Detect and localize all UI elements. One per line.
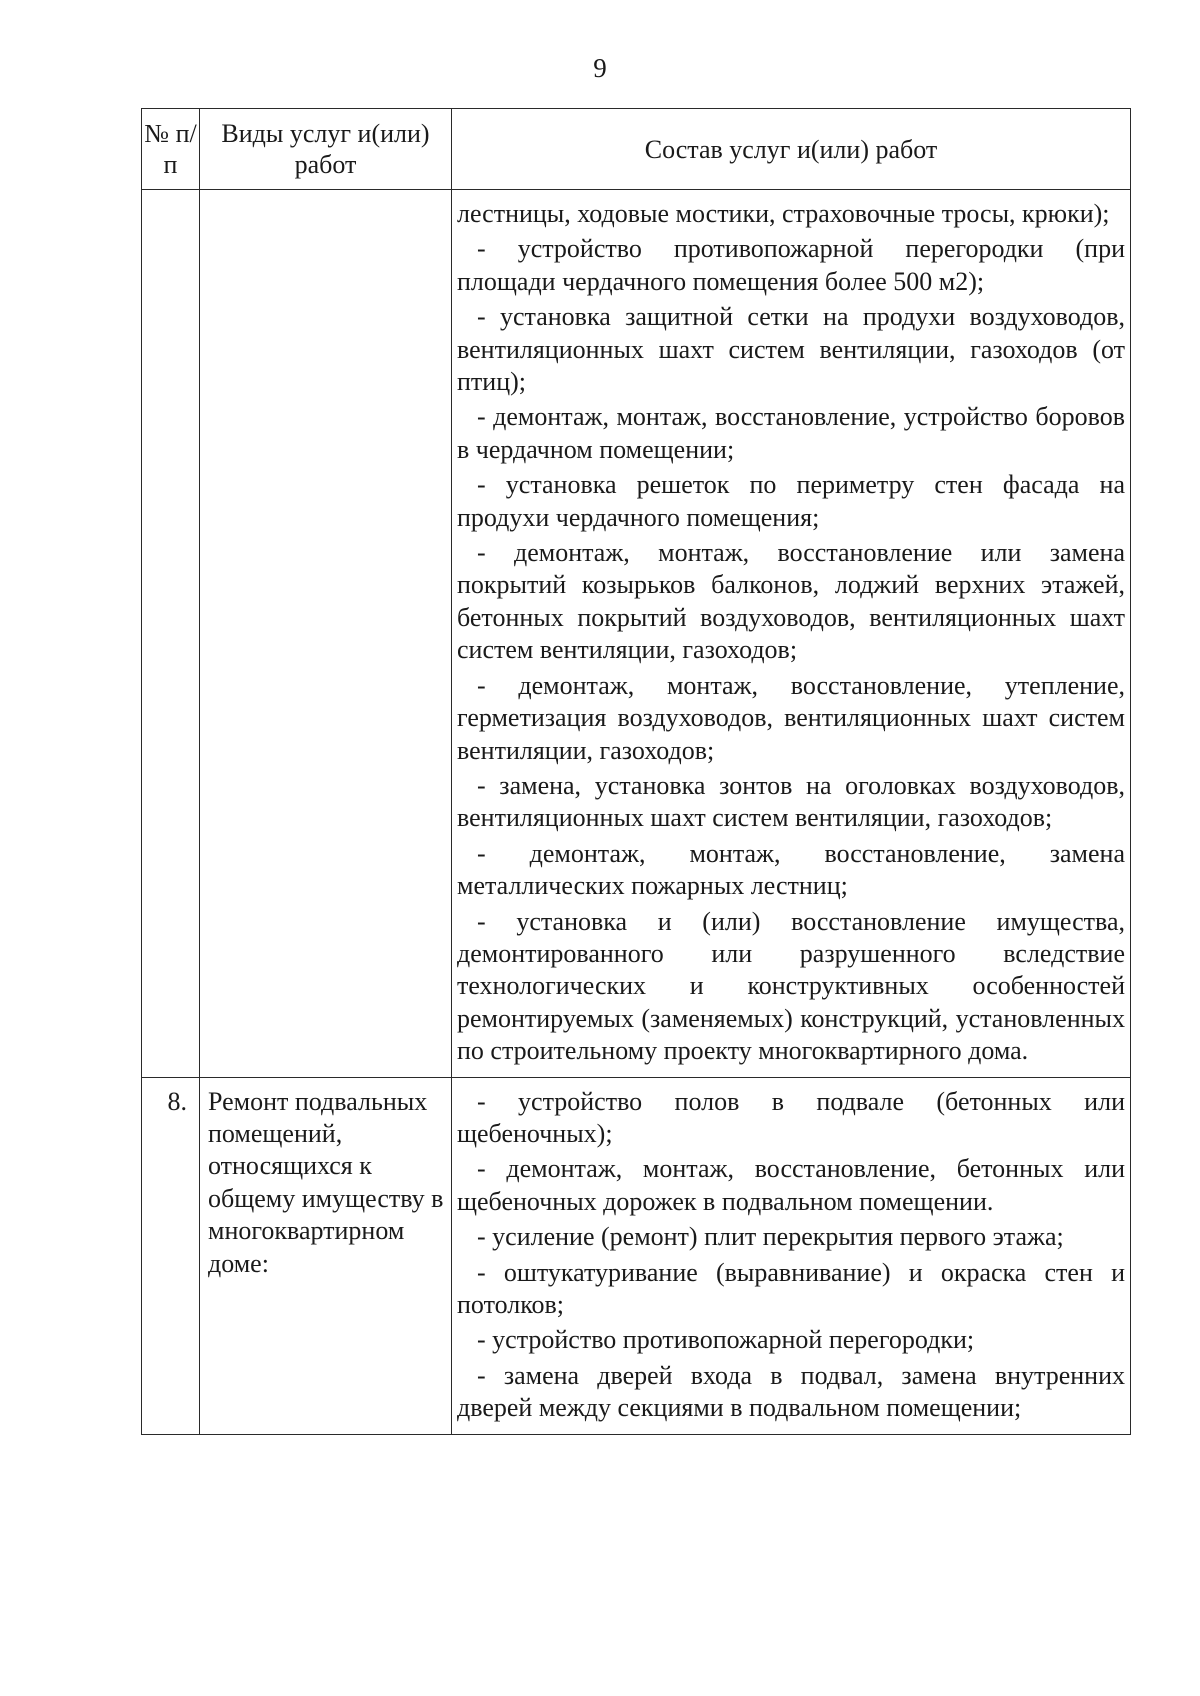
service-composition <box>452 190 1131 1078</box>
list-item: - устройство противопожарной перегородки (при площади чердачного помещения более 500 м2); <box>457 234 1125 296</box>
table-row <box>142 1077 1131 1434</box>
table-row <box>142 190 1131 1078</box>
table-header-row <box>142 109 1131 190</box>
row-number <box>142 190 200 1078</box>
list-item: - оштукатуривание (выравнивание) и окраска стен и потолков; <box>457 1257 1125 1319</box>
header-number: № п/п <box>142 109 200 190</box>
list-item: - устройство противопожарной перегородки; <box>477 1325 975 1355</box>
page-number: 9 <box>593 53 607 83</box>
list-item: - устройство полов в подвале (бетонных или щебеночных); <box>457 1086 1125 1148</box>
list-item: - демонтаж, монтаж, восстановление, замена металлических пожарных лестниц; <box>457 838 1125 901</box>
list-item: - замена дверей входа в подвал, замена внутренних дверей между секциями в подвальном помещении; <box>457 1360 1125 1423</box>
header-service-kind: Виды услуг и(или) работ <box>200 109 452 190</box>
service-kind: Ремонт подвальных помещений, относящихся к общему имуществу в многоквартирном доме: <box>200 1077 452 1434</box>
list-item: лестницы, ходовые мостики, страховочные тросы, крюки); <box>457 199 1110 228</box>
list-item: - замена, установка зонтов на оголовках воздуховодов, вентиляционных шахт систем вентиляции, газоходов; <box>457 770 1125 833</box>
list-item: - установка решеток по периметру стен фасада на продухи чердачного помещения; <box>457 470 1125 532</box>
list-item: - установка защитной сетки на продухи воздуховодов, вентиляционных шахт систем вентиляции, газоходов (от птиц); <box>457 302 1125 397</box>
service-composition <box>452 1077 1131 1434</box>
header-service-composition: Состав услуг и(или) работ <box>452 109 1131 190</box>
list-item: - демонтаж, монтаж, восстановление, утепление, герметизация воздуховодов, вентиляционных шахт систем вентиляции, газоходов; <box>457 670 1125 765</box>
row-number: 8. <box>142 1077 200 1434</box>
service-kind <box>200 190 452 1078</box>
list-item: - демонтаж, монтаж, восстановление, бетонных или щебеночных дорожек в подвальном помещении. <box>457 1154 1125 1216</box>
list-item: - демонтаж, монтаж, восстановление, устройство боровов в чердачном помещении; <box>457 402 1125 464</box>
list-item: - усиление (ремонт) плит перекрытия первого этажа; <box>477 1222 1064 1252</box>
services-table <box>141 108 1131 1435</box>
list-item: - демонтаж, монтаж, восстановление или замена покрытий козырьков балконов, лоджий верхних этажей, бетонных покрытий воздуховодов, вентиляционных шахт систем вентиляции, газоходов; <box>457 538 1125 665</box>
list-item: - установка и (или) восстановление имущества, демонтированного или разрушенного вследствие технологических и конструктивных особенностей ремонтируемых (заменяемых) конструкций, установленных по строительному проекту многоквартирного дома. <box>457 906 1125 1066</box>
